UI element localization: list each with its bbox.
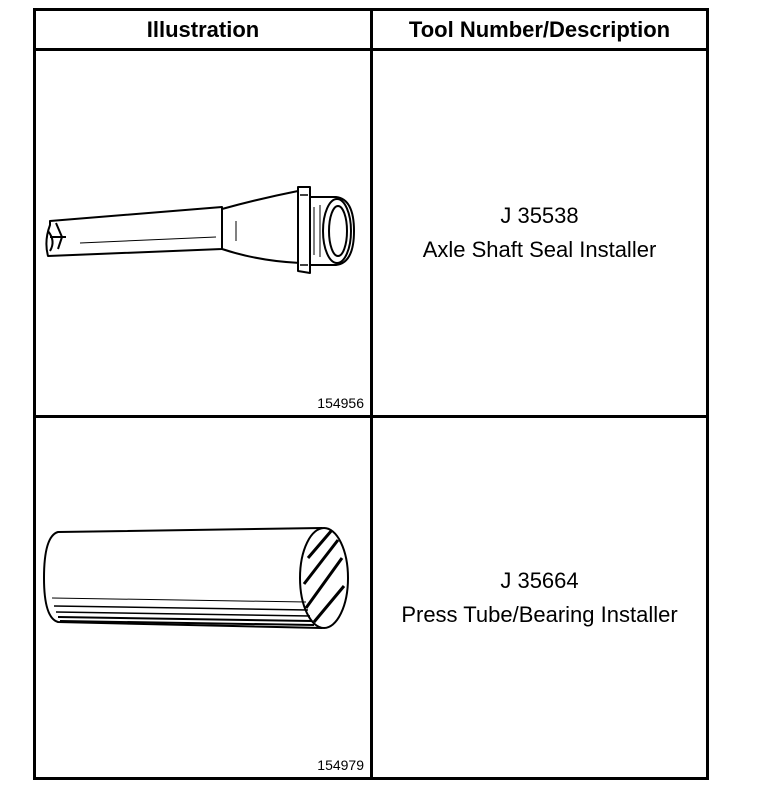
press-tube-bearing-installer-illustration	[36, 418, 370, 777]
table-row-2-description-cell	[373, 418, 706, 777]
figure-number: 154956	[317, 395, 364, 411]
figure-number: 154979	[317, 757, 364, 773]
table-row-2-illustration-cell	[36, 418, 370, 777]
tool-number: J 35664	[500, 567, 579, 593]
axle-shaft-seal-installer-illustration	[36, 51, 370, 415]
header-illustration: Illustration	[146, 17, 260, 42]
tool-description: Press Tube/Bearing Installer	[401, 601, 678, 627]
tool-description: Axle Shaft Seal Installer	[422, 237, 657, 262]
tool-number: J 35538	[500, 203, 579, 228]
header-tool-number-description: Tool Number/Description	[408, 17, 671, 42]
tool-table	[33, 8, 709, 780]
table-row-1-description-cell	[373, 51, 706, 415]
table-row-1-illustration-cell	[36, 51, 370, 415]
